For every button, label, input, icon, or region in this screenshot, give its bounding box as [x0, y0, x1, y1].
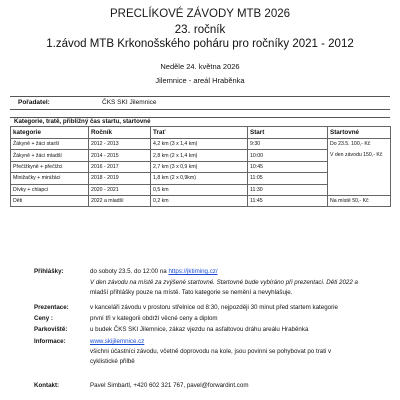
- cell-track: 2,8 km (2 x 1,4 km): [151, 150, 248, 161]
- presentation-block: [34, 304, 394, 312]
- edition: 23. ročník: [174, 24, 226, 36]
- cell-start: 11:05: [248, 173, 328, 184]
- cell-year: 2016 - 2017: [89, 161, 151, 172]
- cell-start: 11:30: [248, 184, 328, 195]
- cell-track: 0,5 km: [151, 184, 248, 195]
- organizer-value: ČKS SKI Jilemnice: [102, 99, 157, 106]
- cell-year: 2014 - 2015: [89, 150, 151, 161]
- cell-year: 2020 - 2021: [89, 184, 151, 195]
- cell-track: 0,2 km: [151, 195, 248, 206]
- cell-category: Přečížkyně + přečížci: [11, 161, 89, 172]
- cell-start: 10:00: [248, 150, 328, 161]
- parking-text: u budek ČKS SKI Jilemnice, zákaz vjezdu na asfaltovou dráhu areálu Hraběnka: [90, 326, 309, 333]
- prizes-block: [34, 315, 394, 323]
- registration-note-1: V den závodu na místě za zvýšené startovné. Startovné bude vybíráno při prezentaci. Děti 2022 a: [90, 279, 358, 286]
- cell-fee-main: [328, 139, 391, 196]
- registration-link[interactable]: https://jktiming.cz/: [168, 268, 218, 275]
- parking-label: Parkoviště:: [34, 326, 68, 333]
- informace-label: Informace:: [34, 338, 66, 345]
- parking-block: [34, 326, 394, 334]
- table-row: [11, 139, 391, 150]
- informace-block: [34, 338, 394, 366]
- prizes-label: Ceny :: [34, 315, 53, 322]
- col-header: Ročník: [89, 127, 151, 139]
- col-header: kategorie: [11, 127, 89, 139]
- cell-track: 4,2 km (3 x 1,4 km): [151, 139, 248, 150]
- event-date: Neděle 24. května 2026: [160, 62, 240, 71]
- contact-block: [34, 382, 394, 390]
- informace-text-2: cyklistické přilbě: [90, 358, 135, 365]
- series-title: 1.závod MTB Krkonošského poháru pro ročníky 2021 - 2012: [46, 38, 354, 50]
- cell-year: 2018 - 2019: [89, 173, 151, 184]
- presentation-text: v kanceláři závodu v prostoru střelnice od 8:30, nejpozději 30 minut před startem kategorie: [90, 304, 338, 311]
- event-title: PRECLÍKOVÉ ZÁVODY MTB 2026: [109, 8, 291, 20]
- informace-text-1: všichni účastníci závodu, včetně doprovodu na kole, jsou povinni se pohybovat po trati v: [90, 348, 332, 355]
- registration-label: Přihlášky:: [34, 268, 64, 275]
- cell-category: Žákyně + žáci starší: [11, 139, 89, 150]
- categories-title: Kategorie, tratě, přibližný čas startu, startovné: [10, 117, 390, 126]
- cell-start: 9:30: [248, 139, 328, 150]
- organizer-label: Pořadatel:: [18, 99, 50, 106]
- cell-track: 1,8 km (2 x 0,9km): [151, 173, 248, 184]
- table-row: [11, 195, 391, 206]
- cell-fee-children: Na místě 50,- Kč: [328, 195, 391, 206]
- registration-block: [34, 268, 394, 297]
- fee-race-day: V den závodu 150,- Kč: [330, 152, 383, 158]
- table-header-row: [11, 127, 391, 139]
- contact-text: Pavel Simbartl, +420 602 321 767, pavel@forwardint.com: [90, 382, 249, 389]
- prizes-text: první tři v kategorii obdrží věcné ceny a diplom: [90, 315, 218, 322]
- cell-track: 2,7 km (3 x 0,9 km): [151, 161, 248, 172]
- presentation-label: Prezentace:: [34, 304, 69, 311]
- cell-year: 2022 a mladší: [89, 195, 151, 206]
- registration-deadline: do soboty 23.5. do 12:00 na: [90, 268, 167, 275]
- col-header: Trať: [151, 127, 248, 139]
- cell-category: Dívky + chlapci: [11, 184, 89, 195]
- cell-start: 10:45: [248, 161, 328, 172]
- event-venue: Jilemnice - areál Hraběnka: [155, 76, 245, 85]
- registration-note-2: mladší přihlášky pouze na místě. Tato kategorie se nemění a nevyhlašuje.: [90, 289, 293, 296]
- col-header: Startovné: [328, 127, 391, 139]
- cell-category: Děti: [11, 195, 89, 206]
- categories-table: [10, 126, 391, 207]
- informace-link[interactable]: www.skijilemnice.cz: [90, 338, 145, 345]
- cell-start: 11:45: [248, 195, 328, 206]
- cell-category: Žákyně + žáci mladší: [11, 150, 89, 161]
- col-header: Start: [248, 127, 328, 139]
- organizer-box: [10, 96, 390, 110]
- contact-label: Kontakt:: [34, 382, 60, 389]
- fee-early: Do 23.5. 100,- Kč: [330, 141, 371, 147]
- cell-category: Minižačky + minižáci: [11, 173, 89, 184]
- cell-year: 2012 - 2013: [89, 139, 151, 150]
